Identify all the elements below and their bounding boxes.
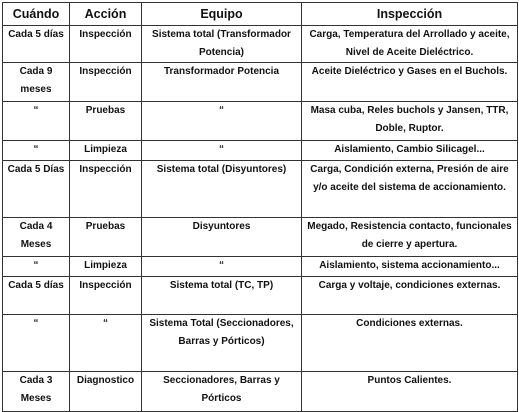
cell-accion <box>70 63 142 102</box>
cell-cuando <box>3 102 70 141</box>
cell-cuando <box>3 161 70 218</box>
cell-cuando-text: Cada 4 Meses <box>19 221 53 250</box>
cell-equipo <box>142 277 302 315</box>
cell-inspeccion <box>302 257 518 277</box>
cell-equipo <box>142 102 302 141</box>
cell-equipo <box>142 63 302 102</box>
maintenance-schedule-table <box>2 2 518 412</box>
table-row <box>3 102 518 141</box>
cell-inspeccion <box>302 141 518 161</box>
cell-equipo <box>142 257 302 277</box>
table-row <box>3 141 518 161</box>
cell-equipo-text: Transformador Potencia <box>163 66 280 77</box>
cell-accion-text: Inspección <box>79 280 132 291</box>
cell-inspeccion <box>302 372 518 412</box>
cell-accion <box>70 372 142 412</box>
cell-equipo <box>142 372 302 412</box>
cell-equipo-text: Sistema total (TC, TP) <box>169 280 274 291</box>
cell-cuando <box>3 277 70 315</box>
table-row <box>3 218 518 257</box>
cell-cuando <box>3 315 70 372</box>
cell-inspeccion <box>302 277 518 315</box>
cell-inspeccion <box>302 102 518 141</box>
cell-inspeccion-text: Condiciones externas. <box>356 318 463 329</box>
cell-cuando <box>3 141 70 161</box>
cell-accion-text: Inspección <box>79 66 132 77</box>
cell-accion <box>70 218 142 257</box>
cell-equipo <box>142 315 302 372</box>
cell-cuando <box>3 63 70 102</box>
cell-cuando-text: Cada 9 meses <box>19 66 53 95</box>
cell-accion-text: Pruebas <box>85 105 126 116</box>
cell-cuando-text: Cada 5 días <box>8 29 64 40</box>
cell-inspeccion <box>302 218 518 257</box>
cell-equipo-text: “ <box>219 105 224 116</box>
cell-accion-text: Pruebas <box>85 221 126 232</box>
table-row <box>3 372 518 412</box>
table-row <box>3 315 518 372</box>
cell-equipo <box>142 161 302 218</box>
table-row <box>3 277 518 315</box>
cell-cuando-text: “ <box>33 105 39 116</box>
cell-inspeccion-text: Puntos Calientes. <box>367 375 452 386</box>
cell-accion-text: Inspección <box>79 29 132 40</box>
cell-accion-text: “ <box>103 318 108 329</box>
cell-cuando <box>3 26 70 63</box>
cell-accion <box>70 257 142 277</box>
cell-cuando-text: “ <box>33 260 39 271</box>
cell-cuando-text: “ <box>33 144 39 155</box>
header-inspeccion: Inspección <box>302 3 518 26</box>
cell-equipo-text: “ <box>219 260 224 271</box>
cell-inspeccion <box>302 26 518 63</box>
cell-inspeccion <box>302 315 518 372</box>
cell-inspeccion-text: Megado, Resistencia contacto, funcionales de cierre y apertura. <box>307 221 512 250</box>
cell-inspeccion <box>302 63 518 102</box>
cell-accion <box>70 161 142 218</box>
cell-equipo <box>142 141 302 161</box>
cell-accion <box>70 277 142 315</box>
cell-accion-text: Limpieza <box>84 260 127 271</box>
cell-cuando-text: Cada 5 Días <box>7 164 65 175</box>
cell-cuando-text: Cada 3 Meses <box>19 375 53 404</box>
cell-equipo-text: Sistema total (Disyuntores) <box>156 164 287 175</box>
cell-inspeccion-text: Masa cuba, Reles buchols y Jansen, TTR, Doble, Ruptor. <box>310 105 509 134</box>
cell-cuando <box>3 372 70 412</box>
cell-equipo <box>142 26 302 63</box>
cell-accion-text: Limpieza <box>84 144 127 155</box>
cell-inspeccion-text: Aceite Dieléctrico y Gases en el Buchols. <box>311 66 508 77</box>
cell-equipo-text: “ <box>219 144 224 155</box>
cell-accion <box>70 102 142 141</box>
cell-cuando-text: “ <box>33 318 39 329</box>
cell-accion-text: Inspección <box>79 164 132 175</box>
cell-accion-text: Diagnostico <box>76 375 135 386</box>
table-row <box>3 26 518 63</box>
cell-equipo-text: Disyuntores <box>192 221 251 232</box>
cell-equipo-text: Sistema Total (Seccionadores, Barras y Pórticos) <box>149 318 294 347</box>
table-header-row <box>3 3 518 26</box>
cell-cuando <box>3 257 70 277</box>
cell-cuando <box>3 218 70 257</box>
cell-equipo-text: Seccionadores, Barras y Pórticos <box>163 375 280 404</box>
cell-inspeccion-text: Carga, Temperatura del Arrollado y aceite, Nivel de Aceite Dieléctrico. <box>309 29 510 58</box>
cell-inspeccion-text: Aislamiento, sistema accionamiento... <box>319 260 500 271</box>
table-row <box>3 161 518 218</box>
cell-equipo <box>142 218 302 257</box>
cell-inspeccion <box>302 161 518 218</box>
header-cuando: Cuándo <box>3 3 70 26</box>
table-row <box>3 257 518 277</box>
cell-inspeccion-text: Carga y voltaje, condiciones externas. <box>318 280 501 291</box>
cell-accion <box>70 315 142 372</box>
cell-inspeccion-text: Aislamiento, Cambio Silicagel... <box>334 144 485 155</box>
cell-cuando-text: Cada 5 días <box>8 280 64 291</box>
cell-equipo-text: Sistema total (Transformador Potencia) <box>152 29 291 58</box>
cell-accion <box>70 141 142 161</box>
header-equipo: Equipo <box>142 3 302 26</box>
table-row <box>3 63 518 102</box>
header-accion: Acción <box>70 3 142 26</box>
cell-inspeccion-text: Carga, Condición externa, Presión de aire y/o aceite del sistema de accionamiento. <box>310 164 509 193</box>
cell-accion <box>70 26 142 63</box>
maintenance-table-container <box>2 2 517 412</box>
